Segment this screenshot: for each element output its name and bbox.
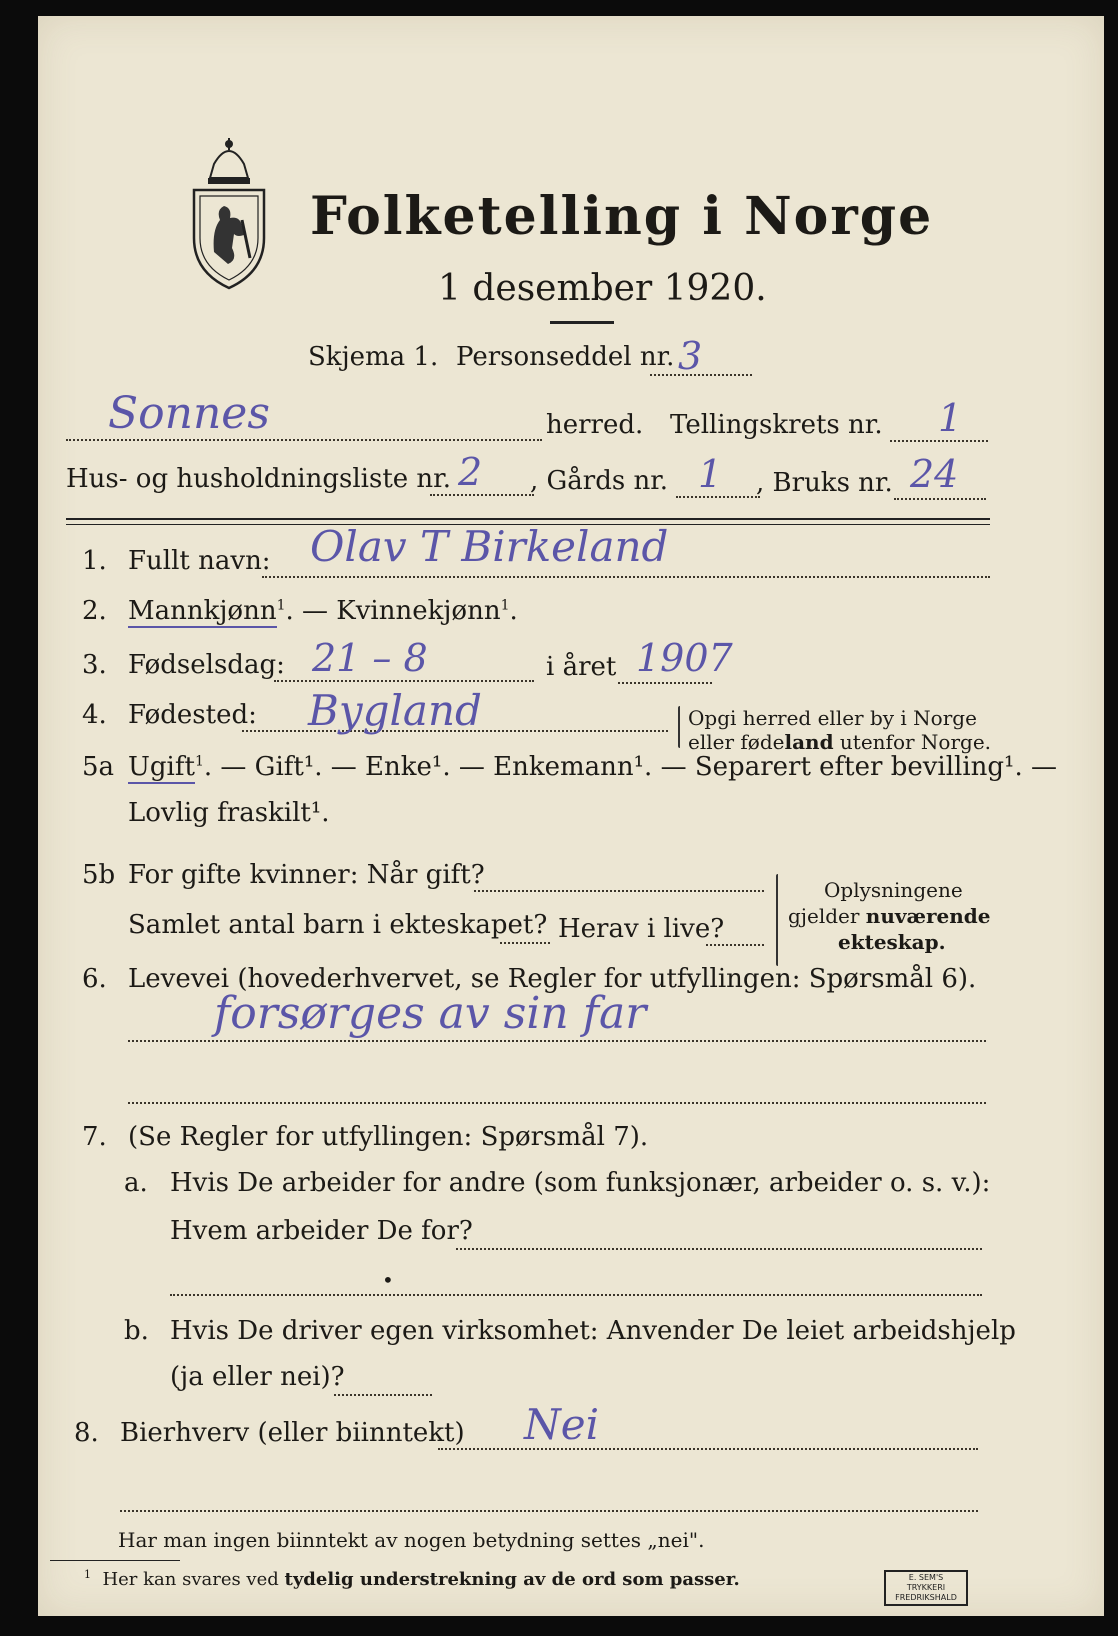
coat-of-arms-icon [186,134,272,290]
q7a-line2-label: Hvem arbeider De for? [170,1216,473,1246]
q3-value: 21 – 8 [312,636,428,680]
q8-line-2 [120,1510,978,1512]
q7b-number: b. [124,1316,149,1346]
personseddel-value: 3 [678,334,703,378]
q2-number: 2. [82,596,107,626]
q6-line-2 [128,1102,986,1104]
q5b-note-2a: gjelder [788,904,866,928]
hus-line [430,494,534,496]
title-divider [550,321,614,324]
q1-label: Fullt navn: [128,546,271,576]
herred-label: herred. [546,410,644,440]
q7a-line-2 [170,1294,982,1296]
q5a-ugift-option: Ugift [128,752,195,782]
bruks-value: 24 [910,452,959,496]
footnote-rule [50,1560,180,1561]
q5b-barn-label: Samlet antal barn i ekteskapet? [128,910,548,940]
q3-number: 3. [82,650,107,680]
q3-year-value: 1907 [636,636,733,680]
footnote [84,1568,740,1590]
q5b-label: For gifte kvinner: Når gift? [128,860,485,890]
q7-number: 7. [82,1122,107,1152]
footer-note: Har man ingen biinntekt av nogen betydning settes „nei". [118,1528,705,1552]
q2-mann-option: Mannkjønn [128,596,277,626]
q5b-live-label: Herav i live? [558,914,725,944]
q4-note-1: Opgi herred eller by i Norge [688,706,977,730]
q8-number: 8. [74,1418,99,1448]
q5b-barn-line [500,942,550,944]
q7b-line2-label: (ja eller nei)? [170,1362,345,1392]
gards-line [676,496,760,498]
q3-label: Fødselsdag: [128,650,285,680]
footnote-text-b: tydelig understrekning av de ord som passer. [284,1569,740,1590]
q7a-line-1 [456,1248,982,1250]
q6-number: 6. [82,964,107,994]
q7-label: (Se Regler for utfyllingen: Spørsmål 7). [128,1122,649,1152]
q1-line [262,576,990,578]
skjema-label: Skjema 1. [308,342,439,372]
printer-stamp: E. SEM'S TRYKKERI FREDRIKSHALD [884,1570,968,1606]
q4-value: Bygland [308,686,482,735]
q8-value: Nei [524,1400,600,1449]
herred-line [66,439,542,441]
q4-brace [678,706,680,748]
form-title: Folketelling i Norge [310,186,934,247]
q5b-number: 5b [82,860,116,890]
q4-note-2 [688,730,991,754]
q5a-number: 5a [82,752,115,782]
gards-label: , Gårds nr. [530,466,669,496]
q2-kvinne-option: Kvinnekjønn [336,596,501,626]
q5b-note-1: Oplysningene [824,878,963,902]
gards-value: 1 [698,452,723,496]
q5a-other-options: . — Gift¹. — Enke¹. — Enkemann¹. — Separert efter bevilling¹. — [203,752,1058,782]
q5b-live-line [706,944,764,946]
q3-year-line [618,682,712,684]
q7a-dot: • [382,1268,394,1292]
footnote-mark: 1 [84,1568,91,1581]
q4-number: 4. [82,700,107,730]
q8-label: Bierhverv (eller biinntekt) [120,1418,465,1448]
q4-label: Fødested: [128,700,257,730]
q5a-options: Ugift$^1$. — Gift¹. — Enke¹. — Enkemann¹. — Separert efter bevilling¹. — [128,752,1058,782]
tellingskrets-line [890,440,988,442]
q5b-when-line [474,890,764,892]
q4-note-2a: eller føde [688,730,785,754]
q4-note-2b: land [784,730,834,754]
q7a-number: a. [124,1168,148,1198]
q6-line-1 [128,1040,986,1042]
q1-value: Olav T Birkeland [310,522,669,571]
form-date: 1 desember 1920. [438,268,767,309]
footnote-text-a: Her kan svares ved [102,1569,285,1590]
tellingskrets-label: Tellingskrets nr. [670,410,883,440]
q3-year-label: i året [546,652,617,682]
q5a-line2: Lovlig fraskilt¹. [128,798,330,828]
q5b-note-3: ekteskap. [838,930,946,954]
hus-value: 2 [458,450,483,494]
q2-end: . [509,596,518,626]
q7a-label: Hvis De arbeider for andre (som funksjonær, arbeider o. s. v.): [170,1168,991,1198]
q2-options: Mannkjønn$^1$. — Kvinnekjønn$^1$. [128,596,518,626]
q5b-note-2 [788,904,991,928]
q1-number: 1. [82,546,107,576]
q7b-label: Hvis De driver egen virksomhet: Anvender De leiet arbeidshjelp [170,1316,1016,1346]
q3-line [274,680,534,682]
q5b-brace [776,874,778,966]
q4-note-2c: utenfor Norge. [833,730,992,754]
q7b-line [334,1394,432,1396]
q2-separator: . — [285,596,337,626]
herred-value: Sonnes [108,388,270,439]
header-rule-1 [66,518,990,520]
q6-value: forsørges av sin far [214,988,647,1039]
q8-line-1 [438,1448,978,1450]
q5b-note-2b: nuværende [865,904,991,928]
personseddel-label: Personseddel nr. [456,342,675,372]
census-form-page [38,16,1104,1616]
hus-label: Hus- og husholdningsliste nr. [66,464,452,494]
bruks-line [894,498,986,500]
tellingskrets-value: 1 [938,396,963,440]
q6-label: Levevei (hovederhvervet, se Regler for utfyllingen: Spørsmål 6). [128,964,977,994]
bruks-label: , Bruks nr. [756,468,893,498]
